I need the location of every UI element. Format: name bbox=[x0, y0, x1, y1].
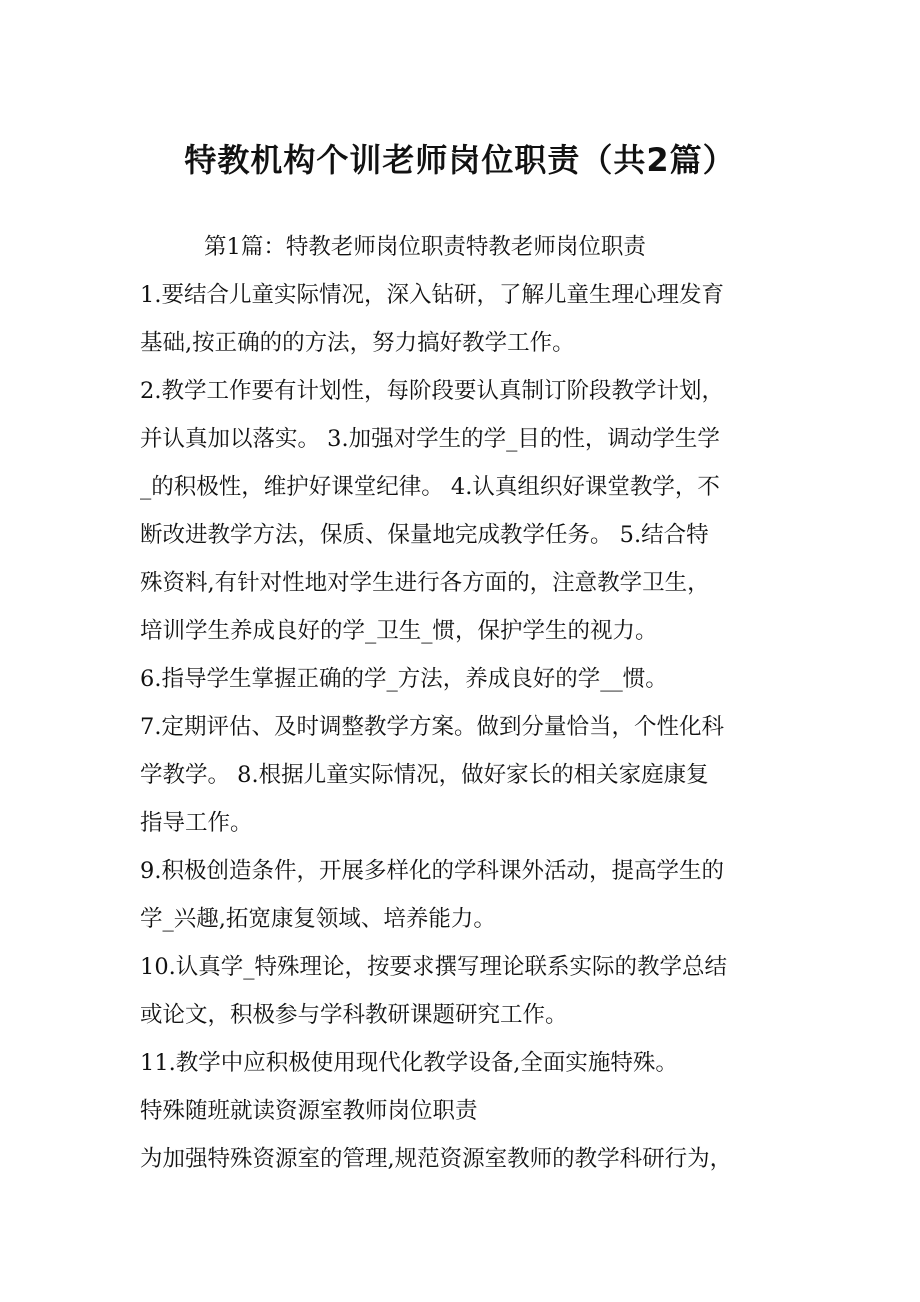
text-line: 2.教学工作要有计划性，每阶段要认真制订阶段教学计划， bbox=[140, 378, 724, 404]
text-line: 为加强特殊资源室的管理,规范资源室教师的教学科研行为， bbox=[140, 1146, 733, 1172]
text-line: 并认真加以落实。 3.加强对学生的学_目的性，调动学生学 bbox=[140, 426, 720, 452]
text-line: 7.定期评估、及时调整教学方案。做到分量恰当，个性化科 bbox=[140, 714, 724, 740]
text-line: 指导工作。 bbox=[140, 810, 253, 836]
text-line: 基础,按正确的的方法，努力搞好教学工作。 bbox=[140, 330, 575, 356]
text-line: 断改进教学方法，保质、保量地完成教学任务。 5.结合特 bbox=[140, 522, 709, 548]
text-line: 10.认真学_特殊理论，按要求撰写理论联系实际的教学总结 bbox=[140, 954, 728, 980]
text-line: 学教学。 8.根据儿童实际情况，做好家长的相关家庭康复 bbox=[140, 762, 709, 788]
document-body bbox=[140, 223, 785, 1183]
text-line: 殊资料,有针对性地对学生进行各方面的，注意教学卫生， bbox=[140, 570, 710, 596]
text-line: 9.积极创造条件，开展多样化的学科课外活动，提高学生的 bbox=[140, 858, 724, 884]
subsection-heading: 特殊随班就读资源室教师岗位职责 bbox=[140, 1098, 478, 1124]
text-line: 11.教学中应积极使用现代化教学设备,全面实施特殊。 bbox=[140, 1050, 678, 1076]
text-line: 1.要结合儿童实际情况，深入钻研，了解儿童生理心理发育 bbox=[140, 282, 724, 308]
text-line: 学_兴趣,拓宽康复领域、培养能力。 bbox=[140, 906, 496, 932]
text-line: _的积极性，维护好课堂纪律。 4.认真组织好课堂教学，不 bbox=[140, 474, 720, 500]
text-line: 6.指导学生掌握正确的学_方法，养成良好的学__惯。 bbox=[140, 666, 668, 692]
text-line: 或论文，积极参与学科教研课题研究工作。 bbox=[140, 1002, 568, 1028]
document-title: 特教机构个训老师岗位职责（共2篇） bbox=[184, 141, 736, 179]
section-heading: 第1篇：特教老师岗位职责特教老师岗位职责 bbox=[204, 234, 646, 260]
text-line: 培训学生养成良好的学_卫生_惯，保护学生的视力。 bbox=[140, 618, 658, 644]
